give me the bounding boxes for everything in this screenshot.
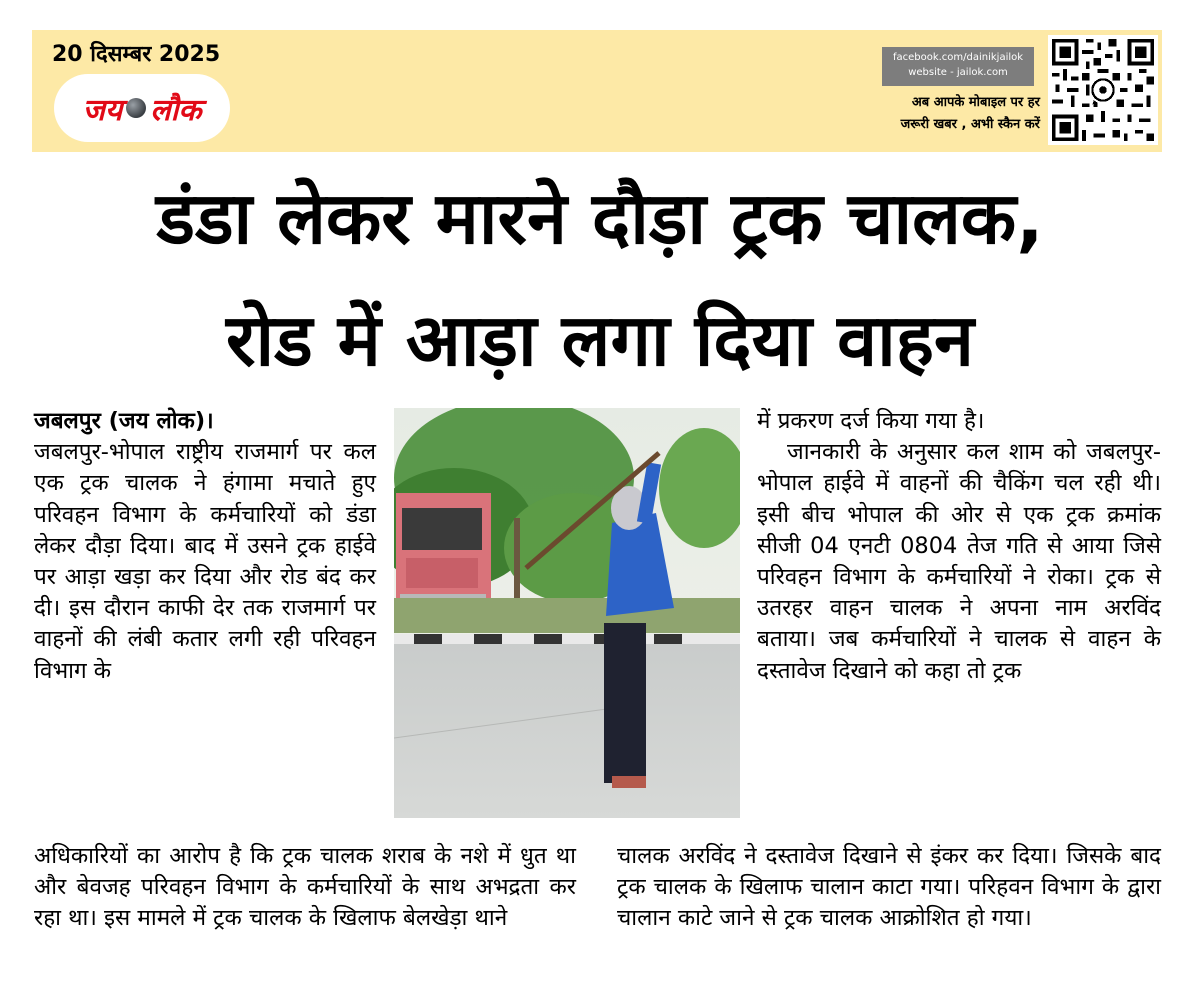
facebook-link[interactable]: facebook.com/dainikjailok (892, 52, 1024, 63)
qr-code[interactable] (1048, 35, 1158, 145)
globe-icon (126, 98, 146, 118)
logo[interactable] (54, 74, 230, 142)
right-column-first-line: में प्रकरण दर्ज किया गया है। (757, 408, 985, 434)
article-bottom-right (617, 841, 1161, 935)
right-column-text: जानकारी के अनुसार कल शाम को जबलपुर-भोपाल हाईवे में वाहनों की चैकिंग चल रही थी। इसी बीच भोपाल की ओर से एक ट्रक क्रमांक सीजी 04 एनटी 0804 तेज गति से आया जिसे परिवहन विभाग के कर्मचारियों ने रोका। ट्रक से उतरहर वाहन चालक ने अपना नाम अरविंद बताया। जब कर्मचारियों ने चालक से वाहन के दस्तावेज दिखाने को कहा तो ट्रक (757, 439, 1161, 684)
article-right-column (757, 406, 1161, 687)
masthead (32, 30, 1162, 152)
bottom-right-text: चालक अरविंद ने दस्तावेज दिखाने से इंकर कर दिया। जिसके बाद ट्रक चालक के खिलाफ चालान काटा गया। परिहवन विभाग के द्वारा चालान काटे जाने से ट्रक चालक आक्रोशित हो गया। (617, 843, 1161, 932)
headline-line-1: डंडा लेकर मारने दौड़ा ट्रक चालक, (156, 176, 1044, 260)
scan-promo (870, 92, 1040, 136)
promo-line-2: जरूरी खबर , अभी स्कैन करें (900, 117, 1040, 132)
social-links-box (882, 47, 1034, 86)
logo-text-left: जय (82, 92, 123, 128)
dateline: जबलपुर (जय लोक)। (34, 408, 214, 434)
logo-text-right: लौक (150, 92, 202, 128)
news-photo (394, 408, 740, 818)
website-link[interactable]: website - jailok.com (908, 67, 1008, 78)
edition-date: 20 दिसम्बर 2025 (52, 42, 221, 67)
article-left-column (34, 406, 376, 687)
promo-line-1: अब आपके मोबाइल पर हर (911, 95, 1040, 110)
left-column-text: जबलपुर-भोपाल राष्ट्रीय राजमार्ग पर कल एक ट्रक चालक ने हंगामा मचाते हुए परिवहन विभाग के कर्मचारियों को डंडा लेकर दौड़ा दिया। बाद में उसने ट्रक हाईवे पर आड़ा खड़ा कर दिया और रोड बंद कर दी। इस दौरान काफी देर तक राजमार्ग पर वाहनों की लंबी कतार लगी रही परिवहन विभाग के (34, 439, 376, 684)
headline-line-2: रोड में आड़ा लगा दिया वाहन (226, 298, 974, 382)
bottom-left-text: अधिकारियों का आरोप है कि ट्रक चालक शराब के नशे में धुत था और बेवजह परिवहन विभाग के कर्मचारियों के साथ अभद्रता कर रहा था। इस मामले में ट्रक चालक के खिलाफ बेलखेड़ा थाने (34, 843, 576, 932)
article-bottom-left (34, 841, 576, 935)
